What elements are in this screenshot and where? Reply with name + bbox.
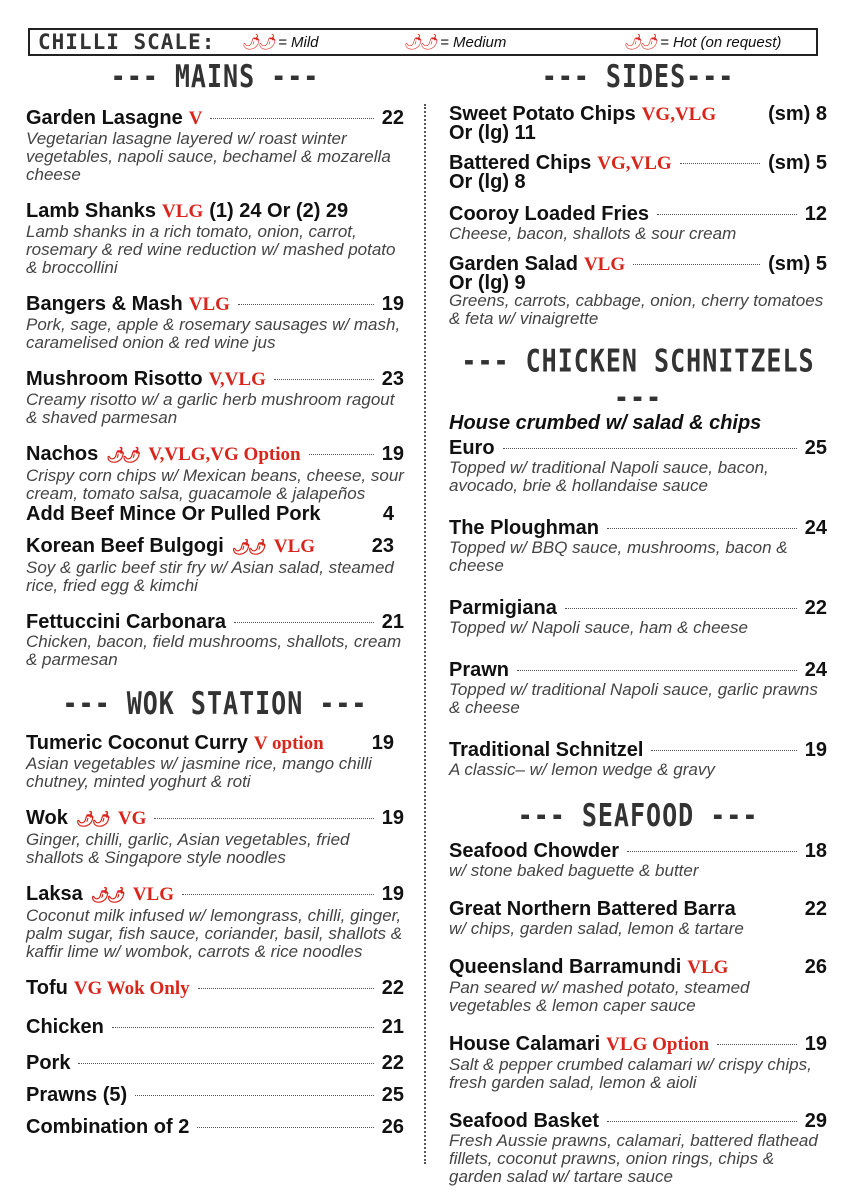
menu-item [449,255,827,328]
seafood-title: --- SEAFOOD --- [517,797,759,834]
menu-item [26,535,404,595]
menu-item [449,154,827,191]
item-price: 23 [371,535,394,557]
menu-item [449,898,827,938]
item-name: Nachos [26,443,99,465]
item-desc: Soy & garlic beef stir fry w/ Asian salad, steamed rice, fried egg & kimchi [26,558,394,595]
item-price: 21 [381,1016,404,1038]
schnitzels-subtitle: House crumbed w/ salad & chips [449,412,762,434]
menu-item [26,977,404,1000]
item-desc: Salt & pepper crumbed calamari w/ crispy chips, fresh garden salad, lemon & aioli [449,1055,812,1092]
item-name: Combination of 2 [26,1116,190,1138]
item-desc: Pork, sage, apple & rosemary sausages w/ mash, caramelised onion & red wine jus [26,315,401,352]
item-name: Korean Beef Bulgogi [26,535,224,557]
item-desc: Greens, carrots, cabbage, onion, cherry tomatoes & feta w/ vinaigrette [449,291,824,328]
item-name: Tofu [26,977,68,999]
menu-item [449,659,827,717]
menu-item [449,203,827,243]
item-size-option: Or (lg) 11 [449,122,536,144]
chilli-icon: 🌶🌶 [231,539,264,556]
item-price: 12 [804,203,827,225]
chilli-icon: 🌶🌶 [106,447,139,464]
diet-tag: VG [117,808,147,829]
item-name: Parmigiana [449,597,557,619]
item-name: Great Northern Battered Barra [449,898,736,920]
item-price: 22 [804,898,827,920]
item-price: 26 [381,1116,404,1138]
diet-tag: VLG [188,294,230,315]
item-name: Garden Salad [449,253,578,275]
item-price: 23 [381,368,404,390]
item-size-option: Or (lg) 8 [449,171,526,193]
item-name: Lamb Shanks [26,200,157,222]
menu-item [26,200,404,277]
item-name: Seafood Chowder [449,840,620,862]
item-price: 22 [381,107,404,129]
item-desc: Fresh Aussie prawns, calamari, battered flathead fillets, coconut prawns, onion rings, chips & garden salad w/ tartare sauce [449,1131,818,1186]
item-name: Sweet Potato Chips [449,103,636,125]
menu-item [449,437,827,495]
item-name: Laksa [26,883,83,905]
chilli-icon: 🌶🌶 [242,34,275,51]
item-desc: Chicken, bacon, field mushrooms, shallots, cream & parmesan [26,632,402,669]
item-desc: Creamy risotto w/ a garlic herb mushroom ragout & shaved parmesan [26,390,395,427]
item-name: Seafood Basket [449,1110,600,1132]
diet-tag: VG,VLG [597,153,672,174]
item-price: 26 [804,956,827,978]
item-desc: Pan seared w/ mashed potato, steamed vegetables & lemon caper sauce [449,978,750,1015]
item-price: 19 [371,732,394,754]
menu-item [449,517,827,575]
mains-title: --- MAINS --- [110,58,320,95]
medium-legend [404,33,506,51]
diet-tag: VLG [162,201,204,222]
item-price: 19 [381,883,404,905]
item-price: 22 [381,1052,404,1074]
hot-label: = Hot (on request) [660,33,782,51]
item-name: Wok [26,807,68,829]
item-desc: Topped w/ Napoli sauce, ham & cheese [449,618,748,637]
menu-item [449,597,827,637]
item-price: 24 [804,517,827,539]
item-name: Pork [26,1052,71,1074]
menu-item [26,293,404,352]
item-price: (sm) 8 [768,103,827,125]
mild-label: = Mild [278,33,319,51]
item-desc: Ginger, chilli, garlic, Asian vegetables, fried shallots & Singapore style noodles [26,830,350,867]
item-desc: Topped w/ traditional Napoli sauce, garlic prawns & cheese [449,680,818,717]
item-desc: Coconut milk infused w/ lemongrass, chilli, ginger, palm sugar, fish sauce, coriander, basil, shallots & kaffir lime w/ wombok, carrots & rice noodles [26,906,403,961]
item-desc: Crispy corn chips w/ Mexican beans, cheese, sour cream, tomato salsa, guacamole & jalapeños [26,466,404,503]
item-price: 22 [804,597,827,619]
diet-tag: VLG Option [606,1034,710,1055]
chilli-scale-box [28,28,818,56]
diet-tag: V,VLG [208,369,266,390]
diet-tag: VLG [132,884,174,905]
item-price: 21 [381,611,404,633]
item-desc: w/ stone baked baguette & butter [449,861,699,880]
item-name: Fettuccini Carbonara [26,611,227,633]
item-price: 18 [804,840,827,862]
item-name: Prawn [449,659,510,681]
menu-item [26,1052,404,1074]
menu-item [26,611,404,669]
menu-item [449,1033,827,1092]
schnitzels-title: --- CHICKEN SCHNITZELS --- [461,342,815,416]
item-desc: w/ chips, garden salad, lemon & tartare [449,919,744,938]
item-desc: Cheese, bacon, shallots & sour cream [449,224,737,243]
menu-item [26,368,404,427]
left-column [26,58,404,1138]
menu-item [26,883,404,961]
chilli-icon: 🌶🌶 [624,34,657,51]
menu-item [449,739,827,779]
item-desc: Topped w/ BBQ sauce, mushrooms, bacon & cheese [449,538,788,575]
item-desc: Vegetarian lasagne layered w/ roast winter vegetables, napoli sauce, bechamel & mozarella cheese [26,129,391,184]
diet-tag: VG,VLG [641,104,717,125]
item-price: 25 [804,437,827,459]
item-price: 19 [381,807,404,829]
column-divider [424,104,426,1164]
item-desc: Asian vegetables w/ jasmine rice, mango chilli chutney, minted yoghurt & roti [26,754,372,791]
diet-tag: VLG [273,536,316,557]
item-name: Traditional Schnitzel [449,739,644,761]
item-name: Euro [449,437,495,459]
chilli-icon: 🌶🌶 [90,887,123,904]
chilli-scale-title: CHILLI SCALE: [38,30,216,54]
menu-item [26,107,404,184]
menu-item [26,1016,404,1038]
item-price: 24 [804,659,827,681]
menu-item [449,105,827,142]
item-desc: A classic– w/ lemon wedge & gravy [449,760,715,779]
menu-item [449,1110,827,1186]
medium-label: = Medium [440,33,507,51]
item-price: 19 [804,739,827,761]
menu-item [26,443,404,503]
item-price: 19 [381,293,404,315]
item-name: Battered Chips [449,152,592,174]
item-name: Chicken [26,1016,104,1038]
diet-tag: VLG [687,957,729,978]
item-name: Prawns (5) [26,1084,128,1106]
item-price: 4 [382,503,394,525]
menu-item [449,956,827,1015]
item-name: Queensland Barramundi [449,956,682,978]
menu-item [26,807,404,867]
item-price: (sm) 5 [768,253,827,275]
item-desc: Topped w/ traditional Napoli sauce, bacon, avocado, brie & hollandaise sauce [449,458,769,495]
wok-title: --- WOK STATION --- [62,685,368,722]
item-price: (1) 24 Or (2) 29 [209,200,349,222]
sides-title: --- SIDES--- [541,58,735,95]
menu-item [26,1084,404,1106]
item-price: 29 [804,1110,827,1132]
item-price: 19 [381,443,404,465]
item-name: Tumeric Coconut Curry [26,732,248,754]
mild-legend [242,33,319,51]
item-name: Bangers & Mash [26,293,183,315]
item-price: 19 [804,1033,827,1055]
right-column [449,58,827,1186]
item-price: (sm) 5 [768,152,827,174]
diet-tag: VG Wok Only [73,978,190,999]
chilli-icon: 🌶🌶 [75,811,108,828]
diet-tag: V,VLG,VG Option [148,444,301,465]
diet-tag: V option [253,733,324,754]
item-name: Add Beef Mince Or Pulled Pork [26,503,321,525]
hot-legend [624,33,781,51]
diet-tag: V [188,108,203,129]
item-name: Mushroom Risotto [26,368,203,390]
item-size-option: Or (lg) 9 [449,272,526,294]
item-name: The Ploughman [449,517,599,539]
menu-item [26,503,404,525]
item-price: 22 [381,977,404,999]
item-price: 25 [381,1084,404,1106]
item-name: Cooroy Loaded Fries [449,203,650,225]
diet-tag: VLG [583,254,626,275]
menu-item [26,1116,404,1138]
menu-item [449,840,827,880]
chilli-icon: 🌶🌶 [404,34,437,51]
menu-item [26,732,404,791]
item-name: House Calamari [449,1033,601,1055]
item-name: Garden Lasagne [26,107,183,129]
item-desc: Lamb shanks in a rich tomato, onion, carrot, rosemary & red wine reduction w/ mashed potato & broccollini [26,222,396,277]
